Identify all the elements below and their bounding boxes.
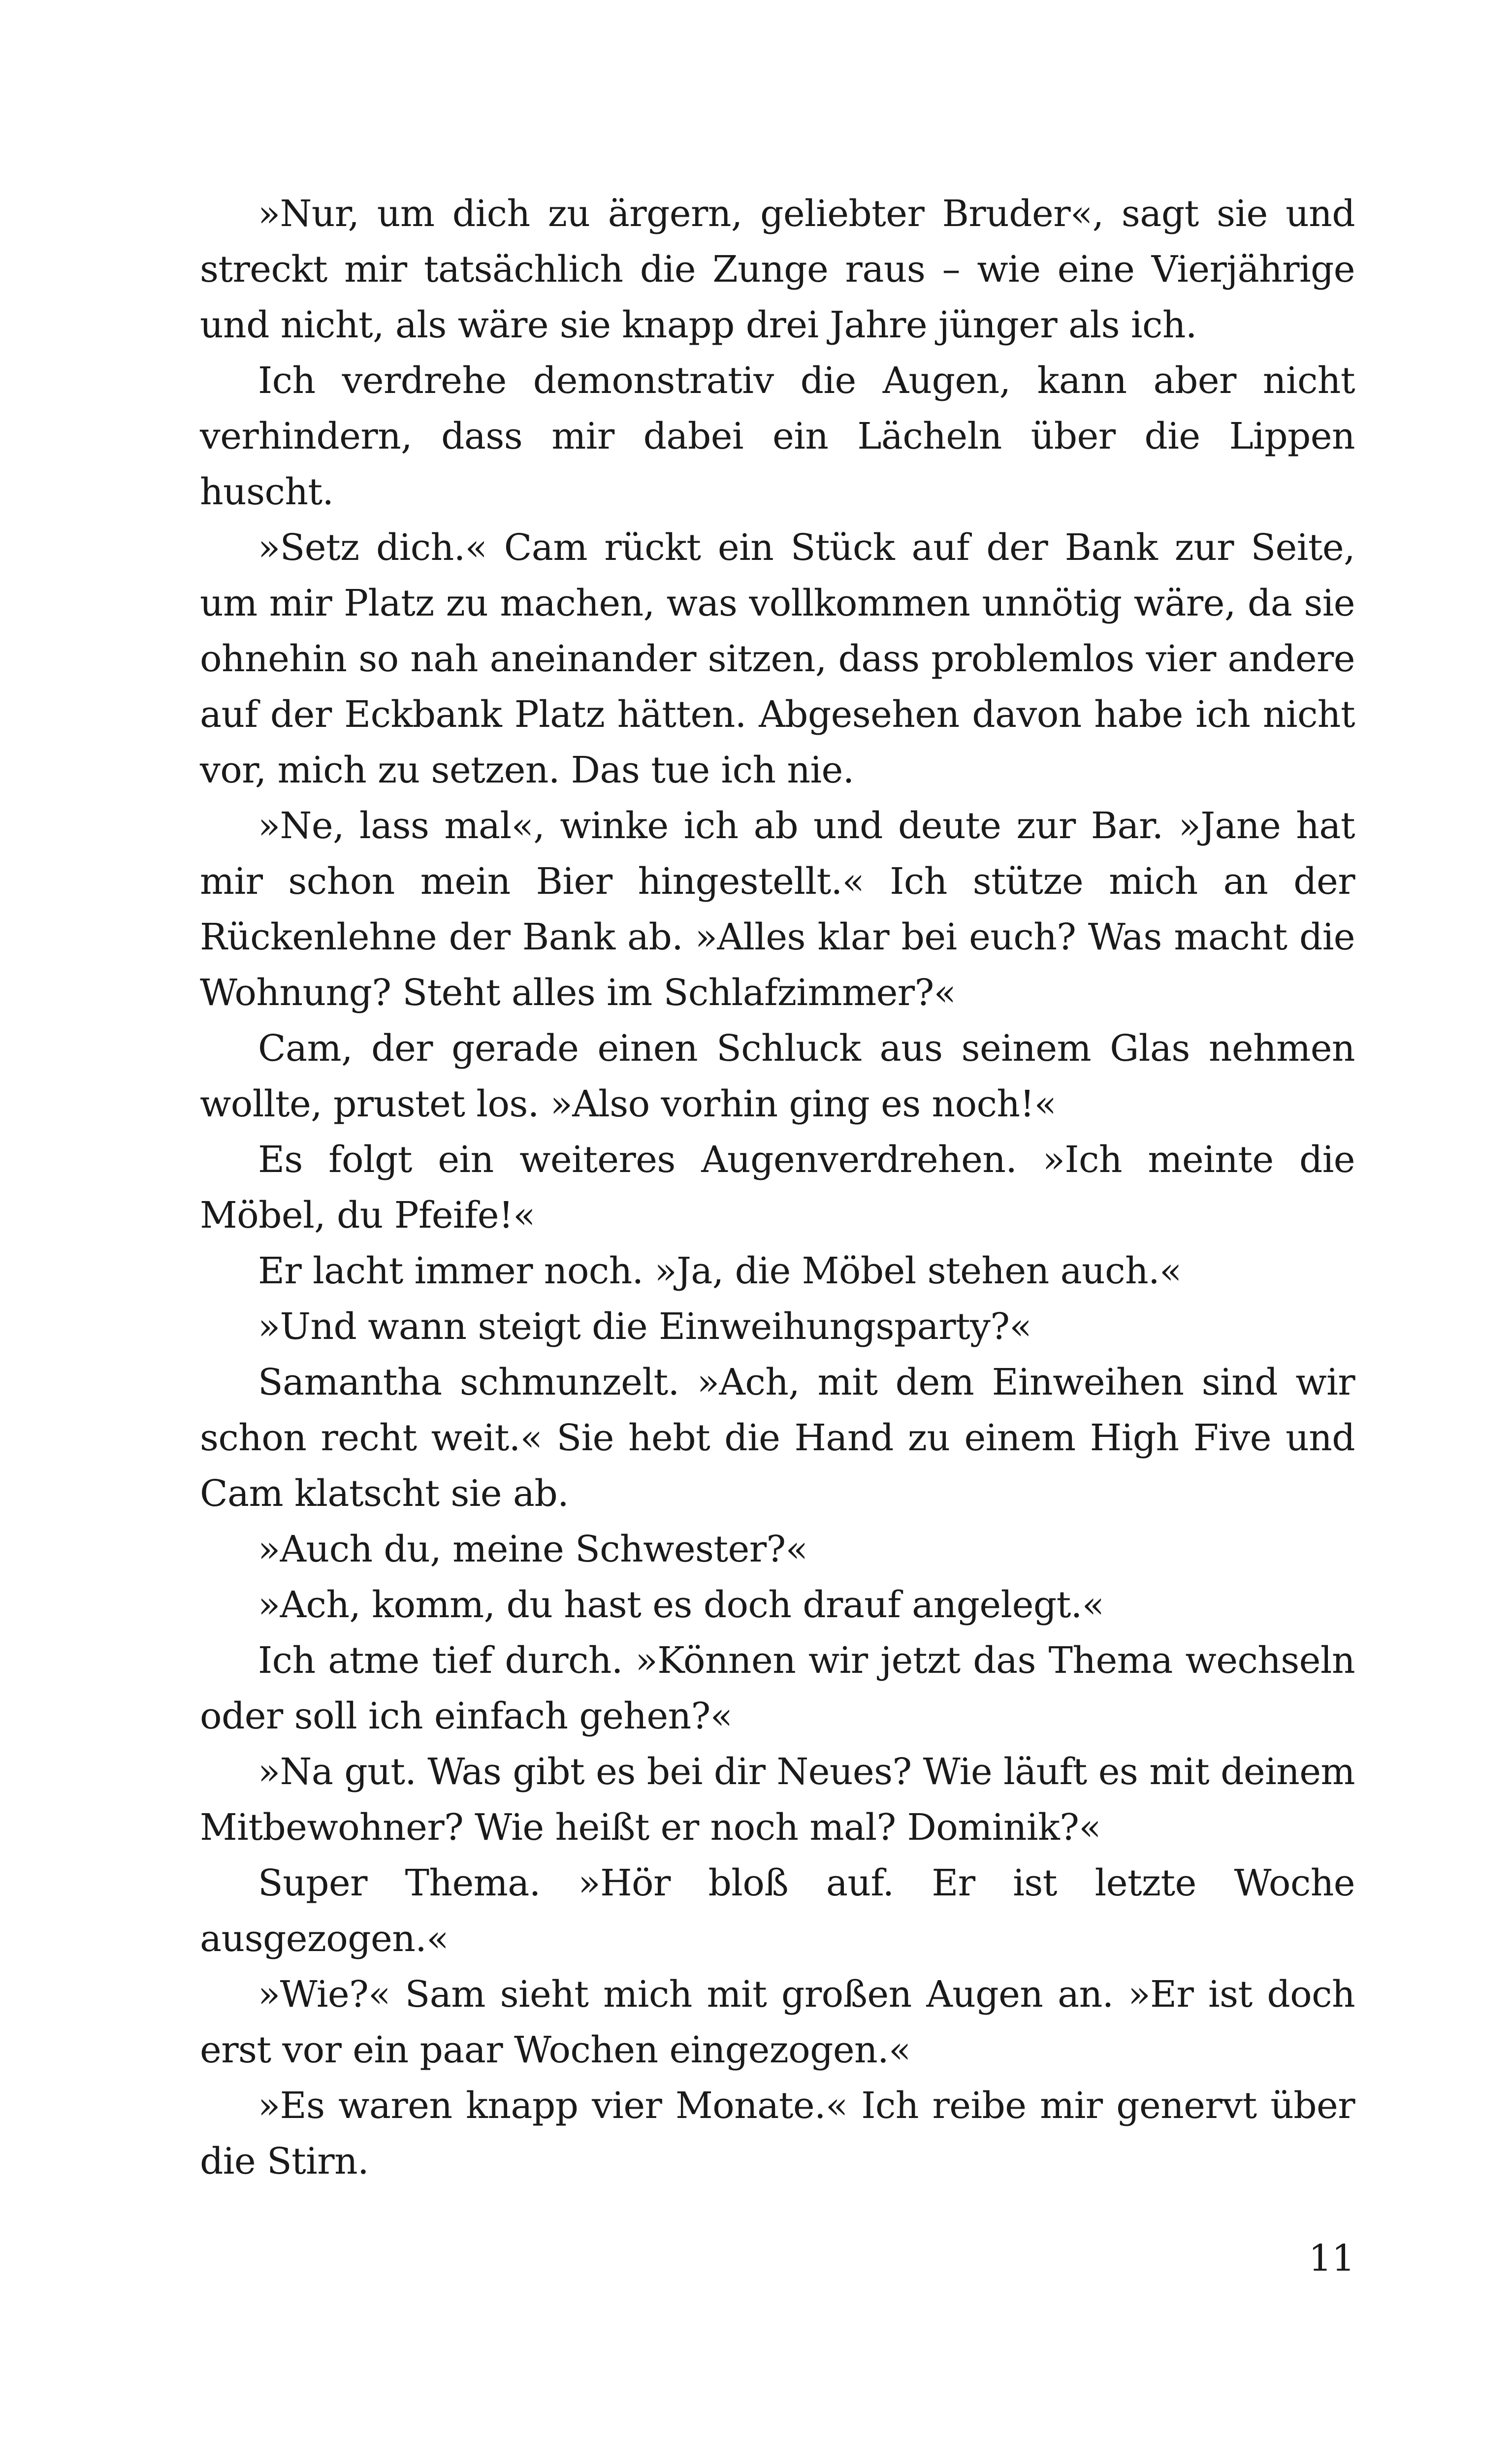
paragraph: »Und wann steigt die Einweihungsparty?«: [258, 1305, 1032, 1348]
paragraph: »Es waren knapp vier Monate.« Ich reibe mir genervt über die Stirn.: [200, 2085, 1355, 2182]
paragraph: Samantha schmunzelt. »Ach, mit dem Einweihen sind wir schon recht weit.« Sie hebt die Hand zu einem High Five und Cam klatscht sie ab.: [200, 1361, 1355, 1515]
body-text: [200, 186, 1355, 2189]
paragraph: »Nur, um dich zu ärgern, geliebter Bruder«, sagt sie und streckt mir tatsächlich die Zunge raus – wie eine Vierjährige und nicht, als wäre sie knapp drei Jahre jünger als ich.: [200, 193, 1355, 346]
page-number: 11: [1308, 2237, 1355, 2280]
paragraph: »Auch du, meine Schwester?«: [258, 1528, 808, 1570]
paragraph: Ich verdrehe demonstrativ die Augen, kann aber nicht verhindern, dass mir dabei ein Lächeln über die Lippen huscht.: [200, 359, 1355, 513]
paragraph: Super Thema. »Hör bloß auf. Er ist letzte Woche ausgezogen.«: [200, 1862, 1355, 1960]
paragraph: Cam, der gerade einen Schluck aus seinem Glas nehmen wollte, prustet los. »Also vorhin ging es noch!«: [200, 1027, 1355, 1125]
paragraph: Ich atme tief durch. »Können wir jetzt das Thema wechseln oder soll ich einfach gehen?«: [200, 1639, 1355, 1737]
paragraph: »Wie?« Sam sieht mich mit großen Augen an. »Er ist doch erst vor ein paar Wochen eingezogen.«: [200, 1973, 1355, 2071]
paragraph: »Na gut. Was gibt es bei dir Neues? Wie läuft es mit deinem Mitbewohner? Wie heißt er noch mal? Dominik?«: [200, 1751, 1355, 1849]
paragraph: Es folgt ein weiteres Augenverdrehen. »Ich meinte die Möbel, du Pfeife!«: [200, 1139, 1355, 1237]
paragraph: »Ne, lass mal«, winke ich ab und deute zur Bar. »Jane hat mir schon mein Bier hingestellt.« Ich stütze mich an der Rückenlehne der Bank ab. »Alles klar bei euch? Was macht die Wohnung? Steht alles im Schlafzimmer?«: [200, 805, 1355, 1014]
paragraph: »Ach, komm, du hast es doch drauf angelegt.«: [258, 1584, 1104, 1626]
paragraph: Er lacht immer noch. »Ja, die Möbel stehen auch.«: [258, 1250, 1182, 1292]
paragraph: »Setz dich.« Cam rückt ein Stück auf der Bank zur Seite, um mir Platz zu machen, was vollkommen unnötig wäre, da sie ohnehin so nah aneinander sitzen, dass problemlos vier andere auf der Eckbank Platz hätten. Abgesehen davon habe ich nicht vor, mich zu setzen. Das tue ich nie.: [200, 526, 1355, 791]
